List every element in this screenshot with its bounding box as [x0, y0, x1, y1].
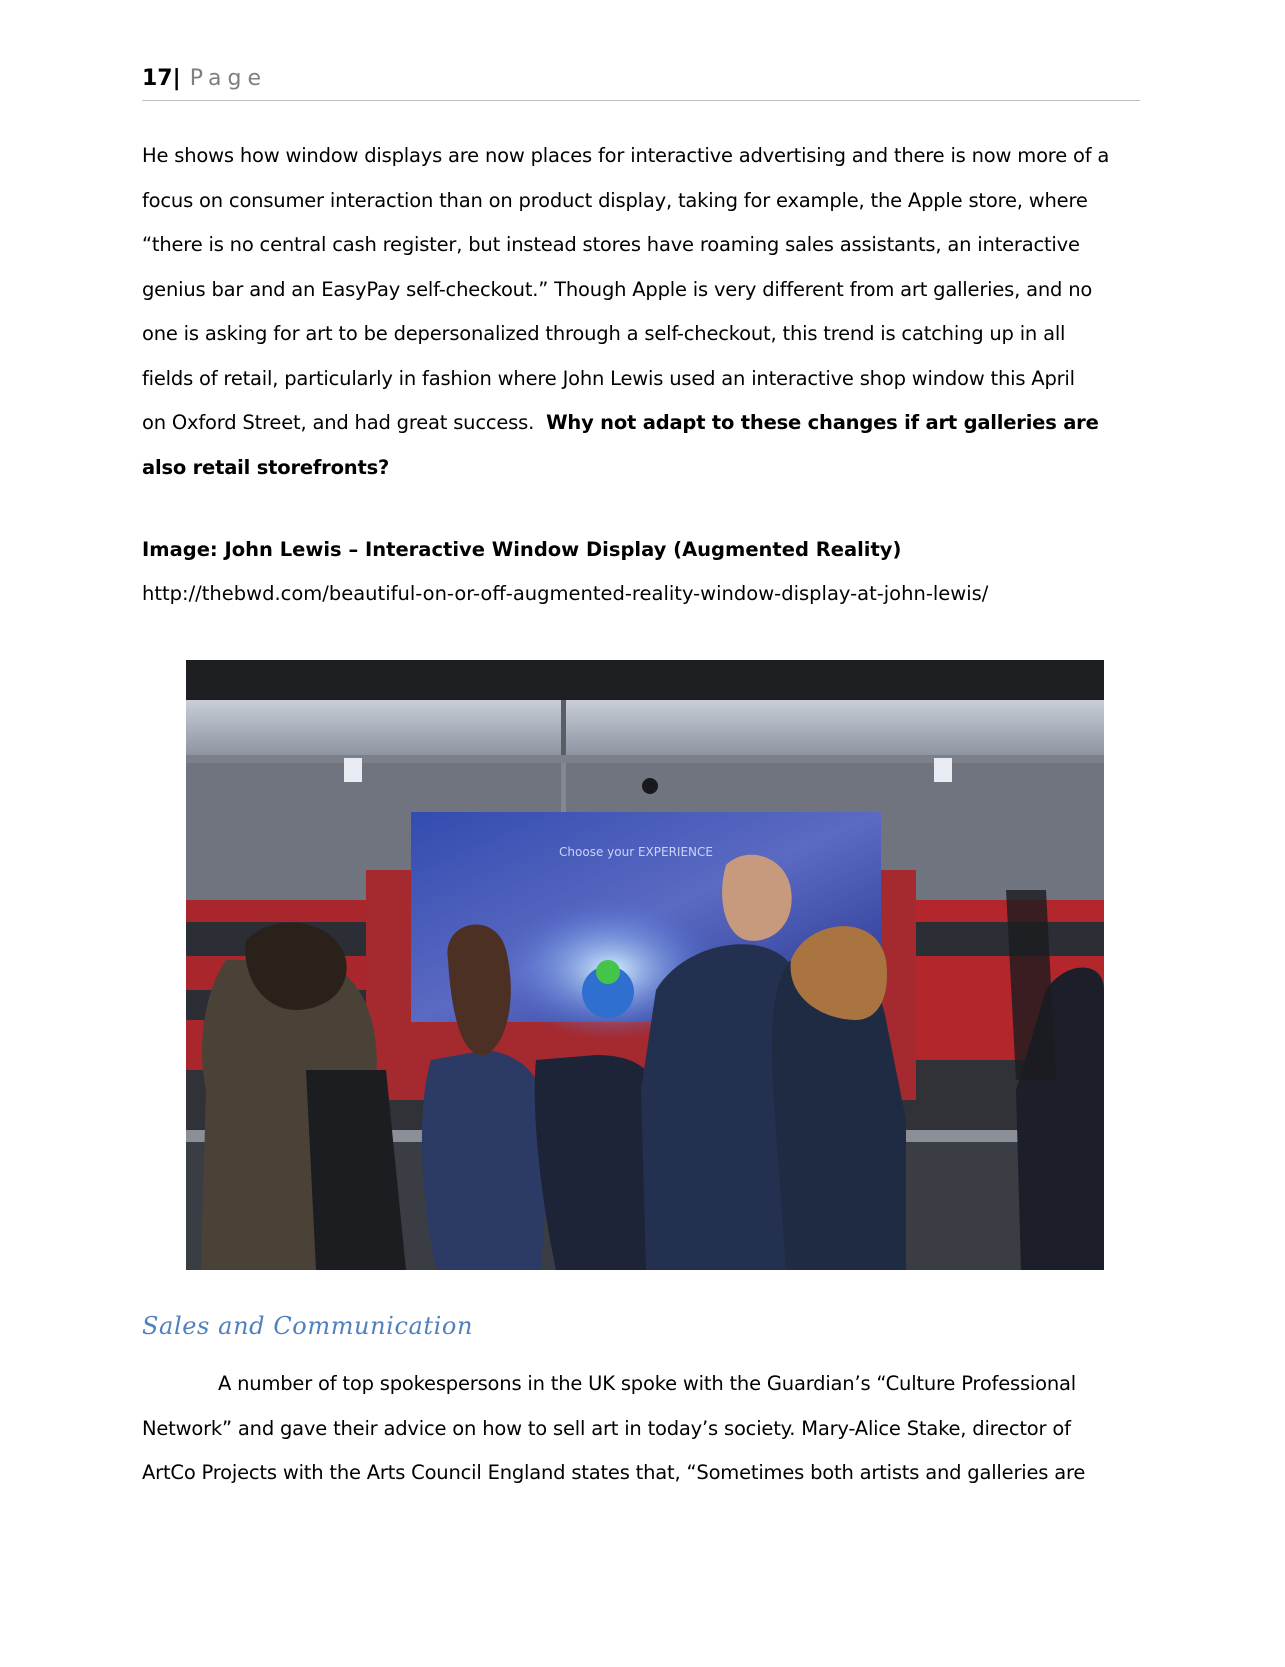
section-heading: Sales and Communication — [142, 1312, 474, 1340]
text-line: He shows how window displays are now places for interactive advertising and there is now more of a — [142, 144, 1110, 167]
page-label: Page — [189, 66, 268, 91]
page-header — [142, 66, 1140, 101]
paragraph-sales-communication — [142, 1362, 1142, 1496]
john-lewis-window-photo — [186, 660, 1104, 1270]
text-line — [142, 401, 1142, 446]
page-number: 17| — [142, 66, 181, 91]
text-line: genius bar and an EasyPay self-checkout.” Though Apple is very different from art galleries, and no — [142, 277, 1093, 301]
text-line-content: A number of top spokespersons in the UK spoke with the Guardian’s “Culture Professional — [218, 1372, 1077, 1395]
text-line: “there is no central cash register, but instead stores have roaming sales assistants, an interactive — [142, 233, 1080, 256]
text-line: Network” and gave their advice on how to sell art in today’s society. Mary-Alice Stake, director of — [142, 1416, 1071, 1440]
paragraph-retail-interaction — [142, 134, 1142, 490]
text-line: focus on consumer interaction than on product display, taking for example, the Apple store, where — [142, 188, 1088, 212]
text-emphasis: also retail storefronts? — [142, 455, 390, 479]
text-line: ArtCo Projects with the Arts Council England states that, “Sometimes both artists and galleries are — [142, 1461, 1086, 1484]
text-line — [142, 1362, 1142, 1407]
screen-text: Choose your EXPERIENCE — [559, 845, 713, 859]
text-line: fields of retail, particularly in fashion where John Lewis used an interactive shop window this April — [142, 366, 1075, 390]
image-source-url: http://thebwd.com/beautiful-on-or-off-augmented-reality-window-display-at-john-lewis/ — [142, 582, 989, 605]
image-caption: Image: John Lewis – Interactive Window Display (Augmented Reality) — [142, 538, 902, 561]
text-emphasis: Why not adapt to these changes if art galleries are — [546, 411, 1099, 434]
text-line: one is asking for art to be depersonalized through a self-checkout, this trend is catching up in all — [142, 322, 1066, 345]
text-plain: on Oxford Street, and had great success. — [142, 411, 535, 434]
